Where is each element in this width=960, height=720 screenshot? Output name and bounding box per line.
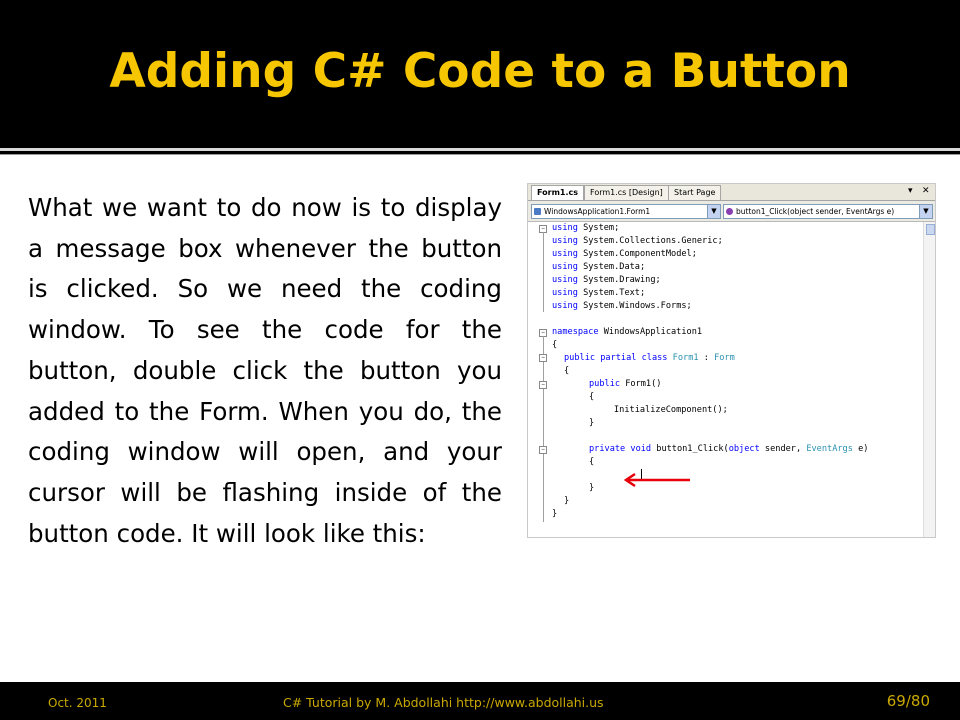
outline-guide [543,232,544,312]
chevron-down-icon[interactable]: ▼ [919,205,932,218]
scrollbar-thumb[interactable] [926,224,935,235]
code-line: using System; [552,223,620,233]
code-line: using System.Collections.Generic; [552,236,723,246]
title-divider [0,148,960,151]
navigation-bar [528,201,935,222]
code-line: using System.Data; [552,262,646,272]
code-line: using System.Windows.Forms; [552,301,692,311]
code-line: } [564,496,570,506]
code-line: } [552,509,558,519]
code-line: using System.Text; [552,288,646,298]
code-line: { [589,392,595,402]
code-text-area[interactable] [528,222,923,537]
code-line: { [564,366,570,376]
editor-tab-strip [528,184,935,201]
tab-form1-design[interactable]: Form1.cs [Design] [584,185,669,200]
vertical-scrollbar[interactable] [923,222,935,537]
chevron-down-icon[interactable]: ▼ [707,205,720,218]
code-line: } [589,483,595,493]
class-dropdown-value: WindowsApplication1.Form1 [544,207,651,216]
code-line: InitializeComponent(); [614,405,728,415]
tab-list-dropdown-icon[interactable]: ▾ [908,186,913,196]
collapse-icon[interactable]: − [539,354,547,362]
method-icon [726,208,733,215]
footer-date: Oct. 2011 [48,696,107,710]
code-line: using System.ComponentModel; [552,249,697,259]
collapse-icon[interactable]: − [539,329,547,337]
tab-form1-cs[interactable]: Form1.cs [531,185,584,200]
code-line: public Form1() [589,379,662,389]
code-editor-screenshot [527,183,936,538]
close-tab-icon[interactable]: ✕ [922,186,930,196]
red-arrow-icon [622,472,692,488]
code-line: public partial class Form1 : Form [564,353,735,363]
outline-guide [543,336,544,522]
class-icon [534,208,541,215]
slide-body-text: What we want to do now is to display a message box whenever the button is clicked. So we need the coding window. To see the code for the button, double click the button you added to the Form. When you do, the coding window will open, and your cursor will be flashing inside of the button code. It will look like this: [28,193,502,548]
code-line: using System.Drawing; [552,275,661,285]
collapse-icon[interactable]: − [539,225,547,233]
code-line: private void button1_Click(object sender, EventArgs e) [589,444,869,454]
footer-credit: C# Tutorial by M. Abdollahi http://www.abdollahi.us [283,695,604,710]
collapse-icon[interactable]: − [539,446,547,454]
code-line: { [589,457,595,467]
collapse-icon[interactable]: − [539,381,547,389]
member-dropdown[interactable] [723,204,933,219]
code-line: { [552,340,558,350]
page-number: 69/80 [886,692,930,710]
tab-start-page[interactable]: Start Page [668,185,721,200]
class-dropdown[interactable] [531,204,721,219]
member-dropdown-value: button1_Click(object sender, EventArgs e) [736,207,895,216]
code-line: namespace WindowsApplication1 [552,327,703,337]
slide-title: Adding C# Code to a Button [109,44,851,99]
code-line: } [589,418,595,428]
